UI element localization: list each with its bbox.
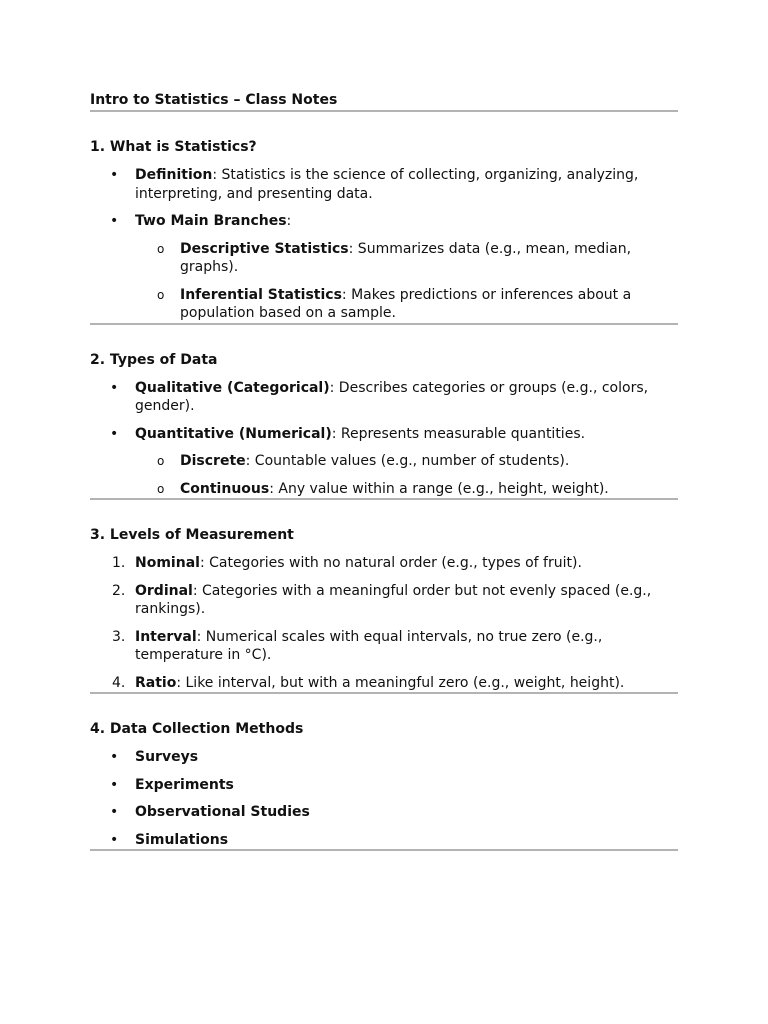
item-text: : Any value within a range (e.g., height, weight). <box>269 480 609 497</box>
bullet-icon: • <box>110 167 119 183</box>
document-title: Intro to Statistics – Class Notes <box>90 92 338 108</box>
item-text: : <box>286 213 292 229</box>
item-number: 2. <box>112 582 126 599</box>
item-term: Simulations <box>135 831 229 848</box>
section-heading: 4. Data Collection Methods <box>90 721 304 737</box>
bullet-icon: • <box>110 831 119 848</box>
list-item <box>90 803 678 822</box>
section-what-is-statistics <box>90 137 678 325</box>
item-term: Two Main Branches <box>135 213 287 229</box>
bullet-icon: • <box>110 379 119 396</box>
item-term: Quantitative (Numerical) <box>135 425 332 442</box>
circle-bullet-icon: o <box>157 454 165 468</box>
divider <box>90 498 678 500</box>
item-term: Ratio <box>135 674 177 691</box>
numbered-list <box>90 554 678 692</box>
item-text: : Summarizes data (e.g., mean, median, graphs). <box>180 240 632 275</box>
list-item <box>90 831 678 850</box>
divider <box>90 849 678 851</box>
item-term: Definition <box>135 167 213 183</box>
item-text: : Numerical scales with equal intervals, no true zero (e.g., temperature in °C). <box>135 628 603 663</box>
bullet-icon: • <box>110 804 119 820</box>
item-term: Surveys <box>135 749 199 765</box>
document-page <box>90 90 678 851</box>
list-item <box>90 582 678 619</box>
list-item <box>90 379 678 416</box>
circle-bullet-icon: o <box>157 241 165 256</box>
item-term: Inferential Statistics <box>180 286 342 303</box>
item-text: : Statistics is the science of collecting, organizing, analyzing, interpreting, and presenting data. <box>135 167 639 202</box>
divider <box>90 323 678 325</box>
list-item <box>90 628 678 665</box>
list-item <box>90 554 678 573</box>
bullet-icon: • <box>110 776 119 793</box>
item-term: Qualitative (Categorical) <box>135 379 330 396</box>
bullet-list <box>90 166 678 323</box>
section-levels-of-measurement <box>90 525 678 694</box>
item-text: : Describes categories or groups (e.g., colors, gender). <box>135 379 649 414</box>
circle-bullet-icon: o <box>157 481 165 496</box>
item-number: 1. <box>112 555 126 571</box>
item-number: 4. <box>112 674 126 691</box>
item-text: : Countable values (e.g., number of students). <box>245 453 570 469</box>
section-heading: 2. Types of Data <box>90 351 218 368</box>
bullet-icon: • <box>110 213 119 229</box>
bullet-list <box>90 748 678 849</box>
section-types-of-data <box>90 350 678 501</box>
list-item <box>90 748 678 767</box>
bullet-list <box>90 379 678 499</box>
item-text: : Like interval, but with a meaningful zero (e.g., weight, height). <box>176 674 625 691</box>
sub-list-item <box>90 286 678 323</box>
divider <box>90 692 678 694</box>
item-text: : Categories with a meaningful order but not evenly spaced (e.g., rankings). <box>135 582 652 617</box>
item-term: Descriptive Statistics <box>180 240 349 257</box>
circle-bullet-icon: o <box>157 287 165 302</box>
item-number: 3. <box>112 628 126 645</box>
item-term: Experiments <box>135 776 234 793</box>
item-text: : Categories with no natural order (e.g., types of fruit). <box>199 555 582 571</box>
item-term: Discrete <box>180 453 246 469</box>
list-item <box>90 425 678 444</box>
sub-list-item <box>90 240 678 277</box>
item-term: Continuous <box>180 480 270 497</box>
section-data-collection-methods <box>90 719 678 851</box>
list-item <box>90 166 678 203</box>
list-item <box>90 674 678 693</box>
sub-list-item <box>90 480 678 499</box>
section-heading: 1. What is Statistics? <box>90 139 257 155</box>
bullet-icon: • <box>110 749 119 765</box>
section-heading: 3. Levels of Measurement <box>90 527 294 543</box>
list-item <box>90 212 678 231</box>
sub-list-item <box>90 452 678 471</box>
item-text: : Represents measurable quantities. <box>331 425 586 442</box>
item-term: Ordinal <box>135 582 193 599</box>
item-term: Nominal <box>135 555 200 571</box>
divider <box>90 110 678 112</box>
list-item <box>90 776 678 795</box>
bullet-icon: • <box>110 425 119 442</box>
item-term: Observational Studies <box>135 804 310 820</box>
item-text: : Makes predictions or inferences about a population based on a sample. <box>180 286 632 321</box>
item-term: Interval <box>135 628 197 645</box>
